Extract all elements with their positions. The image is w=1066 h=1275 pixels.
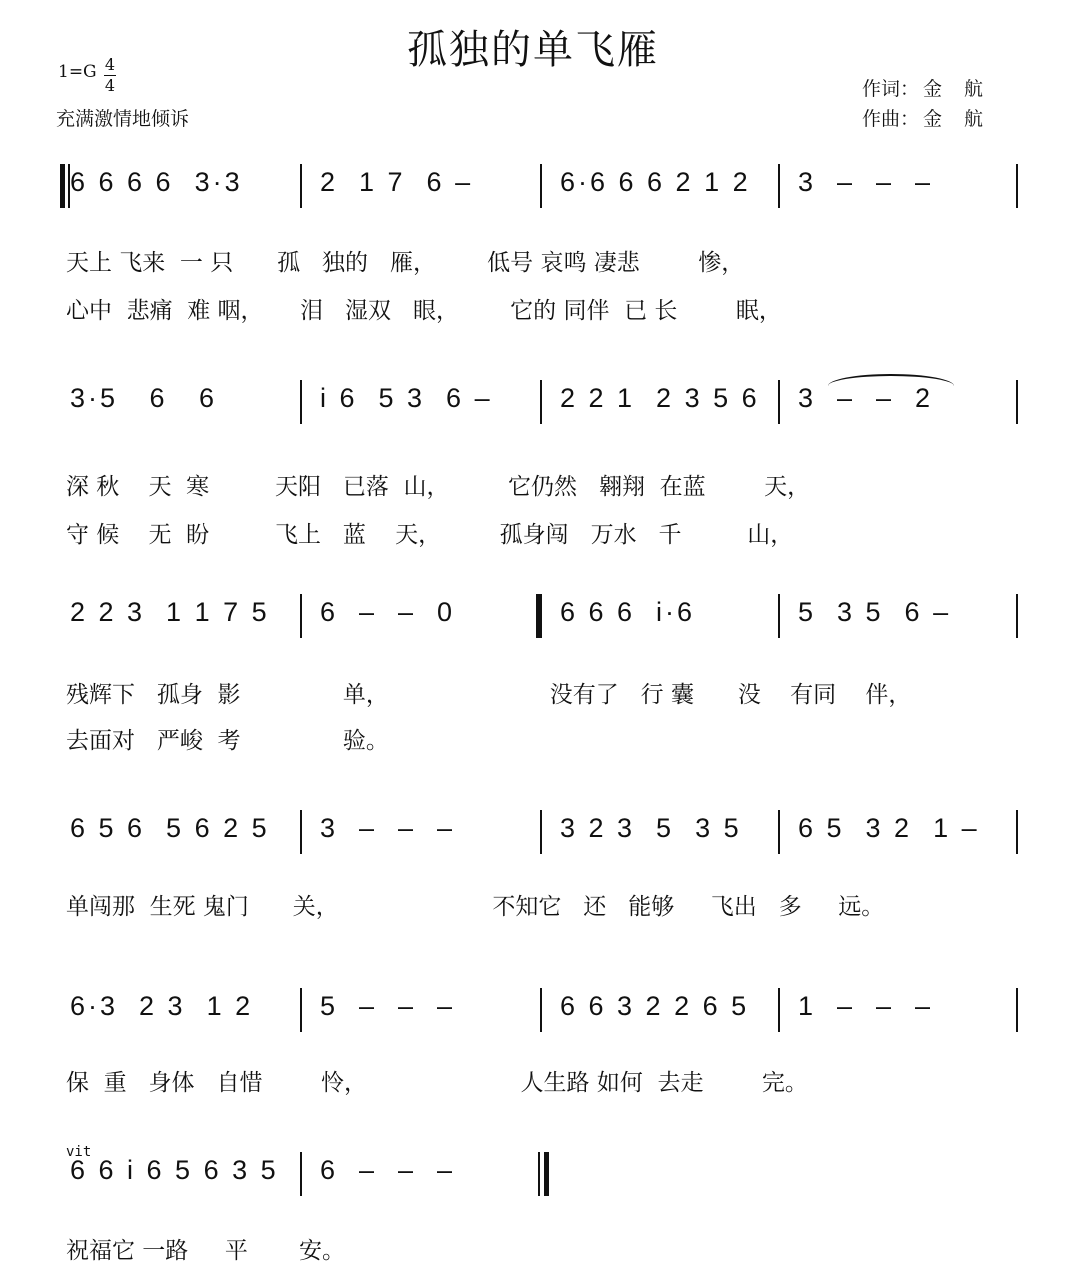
bar-line	[540, 164, 542, 208]
lyric-line: 保 重 身体 自惜 怜， 人生路 如何 去走 完。	[66, 1070, 808, 1096]
bar-line	[778, 988, 780, 1032]
bar-line	[778, 380, 780, 424]
bar-line	[1016, 810, 1018, 854]
final-bar	[544, 1152, 549, 1196]
measure: 5 3 5 6 –	[798, 597, 952, 627]
measure: 1 – – –	[798, 991, 934, 1021]
bar-line	[540, 988, 542, 1032]
lyric-line: 去面对 严峻 考 验。	[66, 728, 389, 754]
bar-line	[540, 380, 542, 424]
bar-line	[300, 810, 302, 854]
song-title: 孤独的单飞雁	[407, 27, 659, 73]
slur	[828, 374, 954, 386]
bar-line	[300, 988, 302, 1032]
bar-line	[1016, 164, 1018, 208]
composer-name: 金航	[923, 108, 1006, 130]
lyricist-name: 金航	[923, 78, 1006, 100]
bar-line	[778, 164, 780, 208]
measure: 2 2 3 1 1 7 5	[70, 597, 270, 627]
measure: 2 2 1 2 3 5 6	[560, 383, 760, 413]
measure: 3 2 3 5 3 5	[560, 813, 742, 843]
measure: 3 – – –	[320, 813, 456, 843]
lyric-line: 天上 飞来 一 只 孤 独的 雁， 低号 哀鸣 凄悲 惨，	[66, 250, 745, 276]
time-signature	[104, 56, 116, 95]
lyric-line: 单闯那 生死 鬼门 关， 不知它 还 能够 飞出 多 远。	[66, 894, 885, 920]
measure: 3 – – 2	[798, 383, 934, 413]
repeat-start-bar	[60, 164, 65, 208]
repeat-end-bar	[536, 594, 541, 638]
bar-line	[778, 810, 780, 854]
measure: 6 6 6 i·6	[560, 597, 696, 627]
lyric-line: 残辉下 孤身 影 单， 没有了 行 囊 没 有同 伴，	[66, 682, 912, 708]
bar-line	[1016, 988, 1018, 1032]
measure: 6 6 i 6 5 6 3 5	[70, 1155, 279, 1185]
measure: 6 6 3 2 2 6 5	[560, 991, 750, 1021]
composer-label: 作曲：	[862, 108, 920, 130]
bar-line	[778, 594, 780, 638]
measure: 2 1 7 6 –	[320, 167, 474, 197]
bar-line	[1016, 380, 1018, 424]
lyric-line: 心中 悲痛 难 咽， 泪 湿双 眼， 它的 同伴 已 长 眠，	[66, 298, 782, 324]
bar-line	[300, 594, 302, 638]
measure: 6 5 6 5 6 2 5	[70, 813, 270, 843]
bar-line	[1016, 594, 1018, 638]
bar-line	[300, 164, 302, 208]
bar-line	[300, 1152, 302, 1196]
measure: 5 – – –	[320, 991, 456, 1021]
measure: 6 6 6 6 3·3	[70, 167, 243, 197]
lyricist-credit	[862, 74, 1005, 101]
time-signature-bottom: 4	[104, 76, 116, 95]
measure: 6 5 3 2 1 –	[798, 813, 980, 843]
lyric-line: 祝福它 一路 平 安。	[66, 1238, 346, 1264]
measure: i 6 5 3 6 –	[320, 383, 493, 413]
composer-credit	[862, 104, 1005, 131]
time-signature-top: 4	[104, 55, 116, 74]
measure: 6 – – 0	[320, 597, 456, 627]
lyricist-label: 作词：	[862, 78, 920, 100]
measure: 6 – – –	[320, 1155, 456, 1185]
measure: 3 – – –	[798, 167, 934, 197]
measure: 6·6 6 6 2 1 2	[560, 167, 751, 197]
bar-line	[300, 380, 302, 424]
key-signature: 1=G	[58, 62, 97, 82]
bar-line	[540, 810, 542, 854]
measure: 6·3 2 3 1 2	[70, 991, 254, 1021]
final-thin-bar	[538, 1152, 540, 1196]
tempo-mark: vit	[66, 1144, 92, 1160]
lyric-line: 守 候 无 盼 飞上 蓝 天， 孤身闯 万水 千 山，	[66, 522, 794, 548]
lyric-line: 深 秋 天 寒 天阳 已落 山， 它仍然 翱翔 在蓝 天，	[66, 474, 811, 500]
expression-mark: 充满激情地倾诉	[56, 108, 190, 130]
measure: 3·5 6 6	[70, 383, 218, 413]
